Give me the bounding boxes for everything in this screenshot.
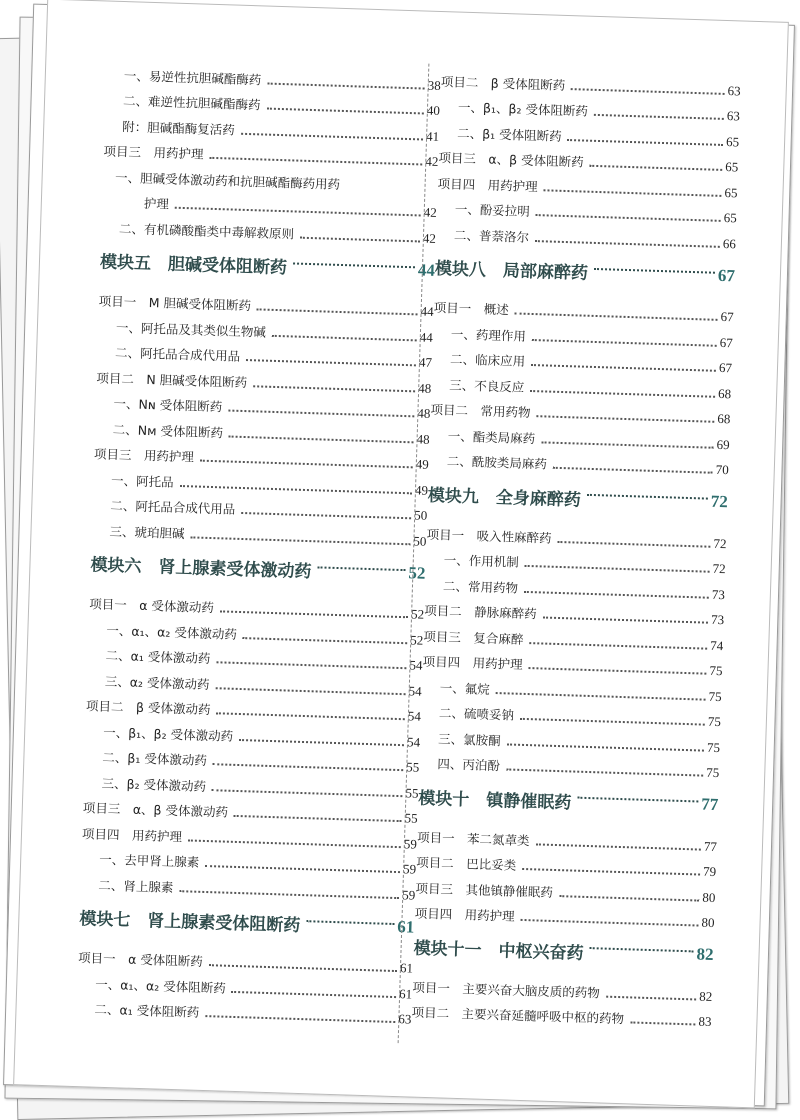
- toc-entry-title: 项目二 β 受体激动药: [85, 698, 211, 718]
- toc-entry-title: 一、酯类局麻药: [447, 427, 536, 446]
- toc-entry-title: 二、普萘洛尔: [453, 227, 530, 245]
- toc-page-number: 63: [727, 82, 741, 98]
- toc-entry-title: 四、丙泊酚: [437, 756, 501, 774]
- toc-entry-title: 模块五 胆碱受体阻断药: [99, 252, 288, 279]
- toc-page-number: 72: [712, 560, 726, 577]
- toc-page-number: 83: [698, 1013, 712, 1029]
- toc-entry-title: 一、易逆性抗胆碱酯酶药: [123, 67, 262, 87]
- toc-entry-title: 项目四 用药护理: [422, 653, 523, 672]
- toc-page-number: 80: [702, 889, 716, 905]
- toc-entry-title: 二、阿托品合成代用品: [114, 344, 241, 364]
- toc-entry-title: 项目四 用药护理: [414, 905, 515, 924]
- toc-page-number: 65: [725, 133, 740, 149]
- toc-page-number: 55: [404, 810, 418, 826]
- toc-entry-title: 项目一 α 受体激动药: [89, 596, 215, 616]
- toc-page-number: 70: [715, 461, 730, 478]
- toc-entry-title: 二、Nᴍ 受体阻断药: [112, 421, 224, 440]
- dot-leader: [293, 262, 415, 268]
- toc-entry-title: 一、作用机制: [443, 552, 520, 570]
- toc-page: [13, 0, 789, 1108]
- toc-page-number: 75: [706, 764, 720, 781]
- dot-leader: [589, 165, 722, 171]
- toc-page-number: 50: [413, 532, 427, 549]
- toc-entry-title: 项目一 α 受体阻断药: [77, 950, 204, 969]
- toc-page-number: 80: [701, 914, 715, 931]
- toc-entry-title: 一、阿托品: [110, 472, 174, 490]
- toc-entry-title: 项目二 常用药物: [430, 401, 531, 420]
- toc-page-number: 67: [718, 359, 733, 376]
- toc-page-number: 63: [726, 108, 741, 124]
- dot-leader: [587, 494, 708, 500]
- dot-leader: [606, 995, 697, 1000]
- toc-page-number: 50: [413, 507, 428, 523]
- dot-leader: [306, 920, 394, 925]
- toc-page-number: 54: [407, 708, 422, 724]
- toc-page-number: 73: [710, 611, 725, 628]
- toc-page-number: 65: [724, 184, 738, 200]
- toc-entry-title: 项目一 M 胆碱受体阻断药: [98, 293, 252, 314]
- toc-page-number: 67: [720, 308, 734, 325]
- toc-page-number: 68: [717, 410, 731, 427]
- dot-leader: [318, 566, 406, 571]
- toc-entry-title: 二、α₁ 受体阻断药: [94, 1001, 200, 1020]
- dot-leader: [594, 267, 715, 273]
- toc-page-number: 75: [709, 662, 723, 679]
- toc-page-number: 48: [416, 430, 430, 447]
- toc-page-number: 73: [711, 586, 726, 602]
- toc-page-number: 38: [427, 77, 441, 93]
- toc-entry-title: 项目二 N 胆碱受体阻断药: [96, 369, 248, 390]
- toc-entry-title: 项目一 吸入性麻醉药: [426, 526, 552, 546]
- toc-page-number: 44: [419, 328, 434, 345]
- toc-entry-title: 模块八 局部麻醉药: [434, 258, 589, 284]
- toc-page-number: 48: [417, 405, 431, 421]
- toc-entry-title: 模块十 镇静催眠药: [418, 788, 572, 813]
- toc-entry-title: 模块十一 中枢兴奋药: [413, 938, 584, 964]
- toc-entry-title: 三、α₂ 受体激动药: [104, 673, 210, 692]
- toc-page-number: 61: [396, 916, 415, 937]
- toc-entry-title: 模块七 肾上腺素受体阻断药: [79, 909, 301, 937]
- toc-entry-title: 一、β₁、β₂ 受体阻断药: [457, 99, 589, 119]
- toc-page-number: 79: [702, 863, 717, 880]
- toc-entry-title: 项目四 用药护理: [437, 175, 538, 194]
- toc-page-number: 40: [426, 102, 441, 119]
- toc-page-number: 67: [717, 265, 736, 285]
- toc-page-number: 61: [398, 985, 413, 1002]
- toc-page-number: 72: [713, 535, 727, 551]
- toc-page-number: 54: [406, 733, 421, 750]
- toc-entry-title: 项目四 用药护理: [81, 825, 183, 844]
- toc-page-number: 55: [405, 784, 419, 801]
- toc-entry-title: 一、β₁、β₂ 受体激动药: [103, 724, 234, 744]
- dot-leader: [205, 1015, 395, 1023]
- toc-entry-title: 三、琥珀胆碱: [109, 523, 185, 541]
- toc-page-number: 47: [418, 354, 433, 370]
- dot-leader: [590, 947, 694, 952]
- toc-page-number: 75: [706, 739, 721, 755]
- toc-entry-title: 三、不良反应: [449, 376, 525, 395]
- toc-entry-title: 二、α₁ 受体激动药: [105, 647, 211, 667]
- toc-page-number: 68: [717, 385, 732, 401]
- toc-page-number: 52: [408, 562, 426, 583]
- toc-page-number: 52: [410, 606, 425, 622]
- toc-entry-title: 项目一 苯二氮䓬类: [416, 829, 530, 848]
- toc-page-number: 44: [417, 259, 436, 280]
- toc-page-number: 77: [700, 794, 719, 815]
- toc-page-number: 42: [425, 153, 439, 169]
- toc-entry-title: 二、常用药物: [442, 577, 519, 596]
- toc-entry-title: 一、氟烷: [439, 679, 491, 697]
- toc-entry-title: 二、β₁ 受体激动药: [102, 749, 208, 769]
- dot-leader: [630, 1021, 696, 1025]
- toc-page-number: 65: [723, 209, 737, 226]
- toc-entry-title: 项目一 概述: [433, 299, 509, 318]
- toc-page-number: 59: [402, 886, 416, 903]
- toc-page-number: 61: [399, 960, 414, 976]
- toc-entry-title: 模块九 全身麻醉药: [427, 485, 582, 511]
- toc-page-number: 49: [415, 456, 430, 472]
- toc-entry-title: 一、去甲肾上腺素: [99, 851, 200, 870]
- toc-page-number: 74: [710, 637, 724, 653]
- toc-entry-title: 二、难逆性抗胆碱酯酶药: [122, 93, 261, 113]
- toc-entry-title: 一、α₁、α₂ 受体激动药: [106, 622, 238, 642]
- toc-entry-title: 一、药理作用: [450, 325, 527, 344]
- toc-page-number: 42: [422, 230, 437, 246]
- toc-entry-title: 三、氯胺酮: [437, 730, 501, 748]
- toc-entry-title: 项目二 巴比妥类: [416, 854, 517, 873]
- toc-entry-title: 项目二 静脉麻醉药: [423, 602, 537, 622]
- toc-page-number: 66: [722, 235, 737, 251]
- toc-page-number: 75: [707, 713, 722, 730]
- toc-entry-title: 一、Nɴ 受体阻断药: [113, 395, 223, 415]
- toc-page-number: 54: [409, 657, 423, 673]
- toc-page-number: 41: [425, 128, 440, 144]
- toc-entry-title: 项目三 复合麻醉: [423, 628, 524, 647]
- toc-page-number: 67: [719, 334, 734, 350]
- toc-entry-title: 一、胆碱受体激动药和抗胆碱酯酶药用药: [102, 168, 341, 192]
- toc-entry-title: 项目三 α、β 受体激动药: [82, 800, 229, 820]
- toc-page-number: 42: [423, 204, 437, 220]
- toc-page-number: 77: [703, 838, 718, 854]
- toc-entry-title: 项目三 其他镇静催眠药: [415, 880, 554, 900]
- toc-entry-title: 二、硫喷妥钠: [438, 705, 515, 723]
- toc-entry-title: 项目三 用药护理: [93, 446, 195, 465]
- toc-entry-title: 项目二 β 受体阻断药: [440, 73, 566, 93]
- toc-page-number: 69: [716, 436, 730, 452]
- toc-page-number: 54: [408, 682, 422, 699]
- toc-entry-title: 附：胆碱酯酶复活药: [122, 118, 235, 138]
- dot-leader: [300, 236, 420, 242]
- toc-entry-title: 二、酰胺类局麻药: [446, 453, 548, 472]
- toc-page-number: 82: [699, 988, 713, 1004]
- toc-entry-title: 二、β₁ 受体阻断药: [457, 125, 562, 144]
- toc-entry-title: 二、肾上腺素: [98, 877, 174, 895]
- dot-leader: [559, 895, 699, 901]
- toc-page-number: 59: [402, 861, 417, 877]
- toc-entry-title: 项目三 α、β 受体阻断药: [438, 149, 584, 170]
- toc-page-number: 82: [696, 944, 714, 965]
- toc-page-number: 55: [406, 759, 420, 775]
- toc-right-column: [411, 64, 741, 1030]
- toc-entry-title: 二、有机磷酸酯类中毒解救原则: [118, 220, 295, 241]
- toc-page-number: 52: [410, 631, 424, 648]
- toc-entry-title: 一、阿托品及其类似生物碱: [115, 319, 267, 340]
- toc-entry-title: 一、α₁、α₂ 受体阻断药: [95, 976, 226, 996]
- toc-entry-title: 项目一 主要兴奋大脑皮质的药物: [412, 979, 601, 1000]
- dot-leader: [577, 797, 698, 803]
- toc-entry-title: 三、β₂ 受体激动药: [101, 775, 207, 794]
- toc-entry-title: 项目二 主要兴奋延髓呼吸中枢的药物: [411, 1004, 625, 1027]
- toc-page-number: 48: [417, 379, 432, 396]
- toc-page-number: 44: [420, 303, 434, 319]
- toc-entry-title: 护理: [143, 195, 170, 212]
- dot-leader: [272, 334, 417, 341]
- toc-page-number: 49: [414, 481, 429, 498]
- dot-leader: [594, 114, 724, 120]
- toc-page-number: 72: [710, 491, 729, 512]
- toc-entry-title: 一、酚妥拉明: [454, 201, 531, 219]
- toc-page-number: 63: [398, 1011, 412, 1027]
- toc-left-column: [76, 58, 441, 1028]
- toc-entry-title: 模块六 肾上腺素受体激动药: [90, 555, 312, 583]
- toc-entry-title: 项目三 用药护理: [103, 143, 204, 162]
- toc-entry-title: 二、临床应用: [449, 351, 526, 369]
- toc-entry-title: 二、阿托品合成代用品: [110, 497, 236, 517]
- toc-page-number: 59: [403, 835, 418, 852]
- toc-page-number: 65: [725, 158, 739, 175]
- toc-page-number: 75: [708, 688, 722, 704]
